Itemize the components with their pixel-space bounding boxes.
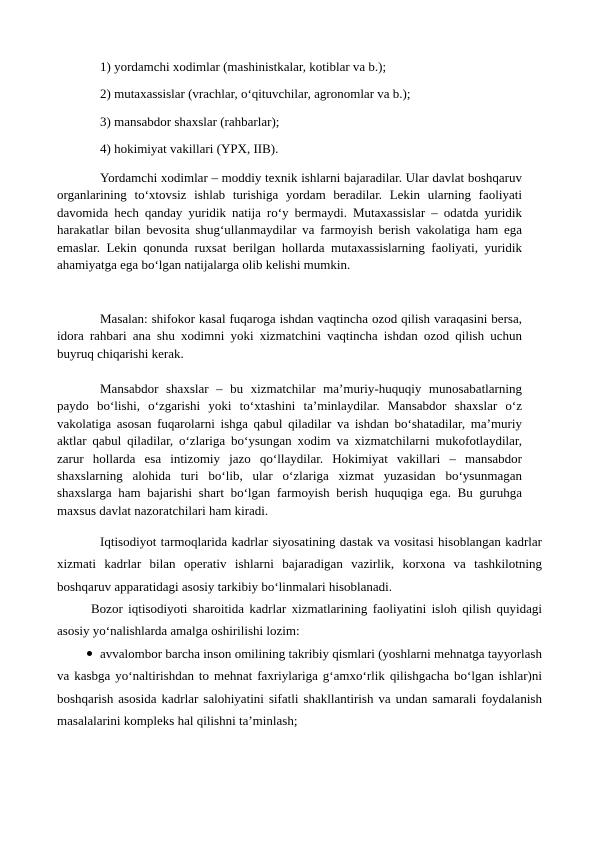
paragraph-mansabdor-shaxslar: Mansabdor shaxslar – bu xizmatchilar ma’muriy-huquqiy munosabatlarning paydo bo‘lishi, o‘zgarishi yoki to‘xtashini ta’minlaydilar. Mansabdor shaxslar o‘z vakolatiga asosan fuqarolarni ishga qabul qiladilar va ishdan bo‘shatadilar, ma’muriy aktlar qabul qiladilar, o‘zlariga bo‘ysungan xodim va xizmatchilarni mukofotlaydilar, zarur hollarda esa intizomiy jazo qo‘llaydilar. Hokimiyat vakillari – mansabdor shaxslarning alohida turi bo‘lib, ular o‘zlariga xizmat yuzasidan bo‘ysunmagan shaxslarga ham bajarishi shart bo‘lgan farmoyish berish huquqiga ega. Bu guruhga maxsus davlat nazoratchilari ham kiradi.	[57, 381, 522, 518]
bullet-item	[57, 643, 542, 733]
list-item-2: 2) mutaxassislar (vrachlar, o‘qituvchilar, agronomlar va b.);	[100, 86, 411, 101]
paragraph-iqtisodiyot-tarmoqlari: Iqtisodiyot tarmoqlarida kadrlar siyosatining dastak va vositasi hisoblangan kadrlar xizmati kadrlar bilan operativ ishlarni bajaradigan vazirlik, korxona va tashkilotning boshqaruv apparatidagi asosiy tarkibiy bo‘linmalari hisoblanadi.	[57, 534, 542, 594]
bullet-item-text: avvalombor barcha inson omilining takribiy qismlari (yoshlarni mehnatga tayyorlash va kasbga yo‘naltirishdan to mehnat faxriylariga g‘amxo‘rlik qilishgacha bo‘lgan ishlar)ni boshqarish asosida kadrlar salohiyatini sifatli shakllantirish va undan samarali foydalanish masalalarini kompleks hal qilishni ta’minlash;	[57, 646, 542, 729]
bullet-icon	[87, 651, 92, 656]
paragraph-masalan: Masalan: shifokor kasal fuqaroga ishdan vaqtincha ozod qilish varaqasini bersa, idora rahbari ana shu xodimni yoki xizmatchini vaqtincha ishdan ozod qilish uchun buyruq chiqarishi kerak.	[57, 311, 522, 361]
list-item-3: 3) mansabdor shaxslar (rahbarlar);	[100, 114, 280, 129]
list-item-4: 4) hokimiyat vakillari (YPX, IIB).	[100, 141, 279, 156]
list-item-1: 1) yordamchi xodimlar (mashinistkalar, kotiblar va b.);	[100, 59, 387, 74]
paragraph-yordamchi-xodimlar: Yordamchi xodimlar – moddiy texnik ishlarni bajaradilar. Ular davlat boshqaruv organlarining to‘xtovsiz ishlab turishiga yordam beradilar. Lekin ularning faoliyati davomida hech qanday yuridik natija ro‘y bermaydi. Mutaxassislar – odatda yuridik harakatlar bilan bevosita shug‘ullanmaydilar va farmoyish berish vakolatiga ham ega emaslar. Lekin qonunda ruxsat berilgan hollarda mutaxassislarning faoliyati, yuridik ahamiyatga ega bo‘lgan natijalarga olib kelishi mumkin.	[57, 170, 522, 273]
paragraph-bozor-iqtisodiyoti: Bozor iqtisodiyoti sharoitida kadrlar xizmatlarining faoliyatini isloh qilish quyidagi asosiy yo‘nalishlarda amalga oshirilishi lozim:	[57, 601, 542, 639]
